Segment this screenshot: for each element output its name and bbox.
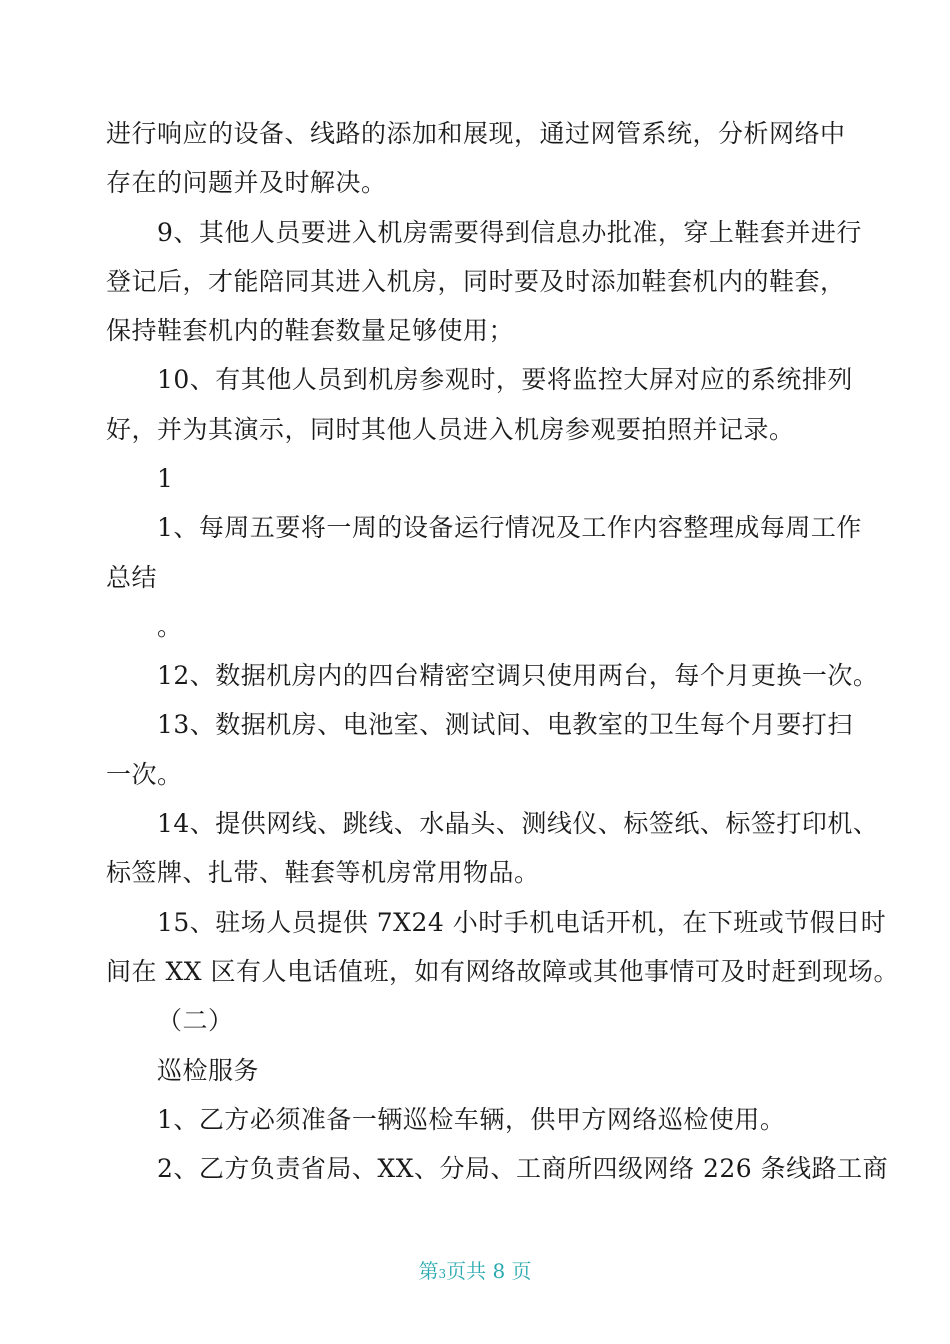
text-line: 存在的问题并及时解决。 (106, 168, 387, 197)
footer-page-number: 3 (438, 1267, 447, 1281)
footer-suffix: 页共 8 页 (446, 1259, 532, 1283)
text-line: 12、数据机房内的四台精密空调只使用两台，每个月更换一次。 (157, 661, 879, 690)
text-line: 10、有其他人员到机房参观时，要将监控大屏对应的系统排列 (157, 365, 853, 394)
text-line: 。 (157, 612, 183, 641)
text-line: 进行响应的设备、线路的添加和展现，通过网管系统，分析网络中 (106, 119, 846, 148)
text-line: 15、驻场人员提供 7X24 小时手机电话开机，在下班或节假日时 (157, 908, 887, 937)
page-footer (0, 1258, 950, 1287)
text-line: 1 (157, 464, 174, 493)
text-line: 间在 XX 区有人电话值班，如有网络故障或其他事情可及时赶到现场。 (106, 957, 899, 986)
text-line: 一次。 (106, 760, 183, 789)
text-line: 1、乙方必须准备一辆巡检车辆，供甲方网络巡检使用。 (157, 1105, 786, 1134)
text-line: 2、乙方负责省局、XX、分局、工商所四级网络 226 条线路工商 (157, 1154, 889, 1183)
footer-prefix: 第 (418, 1259, 439, 1283)
section-title: 巡检服务 (157, 1056, 260, 1085)
text-line: 登记后，才能陪同其进入机房，同时要及时添加鞋套机内的鞋套， (106, 267, 846, 296)
section-heading: （二） (157, 1006, 234, 1035)
text-line: 13、数据机房、电池室、测试间、电教室的卫生每个月要打扫 (157, 710, 853, 739)
text-line: 总结 (106, 563, 158, 592)
text-line: 保持鞋套机内的鞋套数量足够使用； (106, 316, 515, 345)
text-line: 标签牌、扎带、鞋套等机房常用物品。 (106, 858, 540, 887)
text-line: 1、每周五要将一周的设备运行情况及工作内容整理成每周工作 (157, 513, 862, 542)
text-line: 14、提供网线、跳线、水晶头、测线仪、标签纸、标签打印机、 (157, 809, 879, 838)
text-line: 9、其他人员要进入机房需要得到信息办批准，穿上鞋套并进行 (157, 218, 862, 247)
text-line: 好，并为其演示，同时其他人员进入机房参观要拍照并记录。 (106, 415, 795, 444)
